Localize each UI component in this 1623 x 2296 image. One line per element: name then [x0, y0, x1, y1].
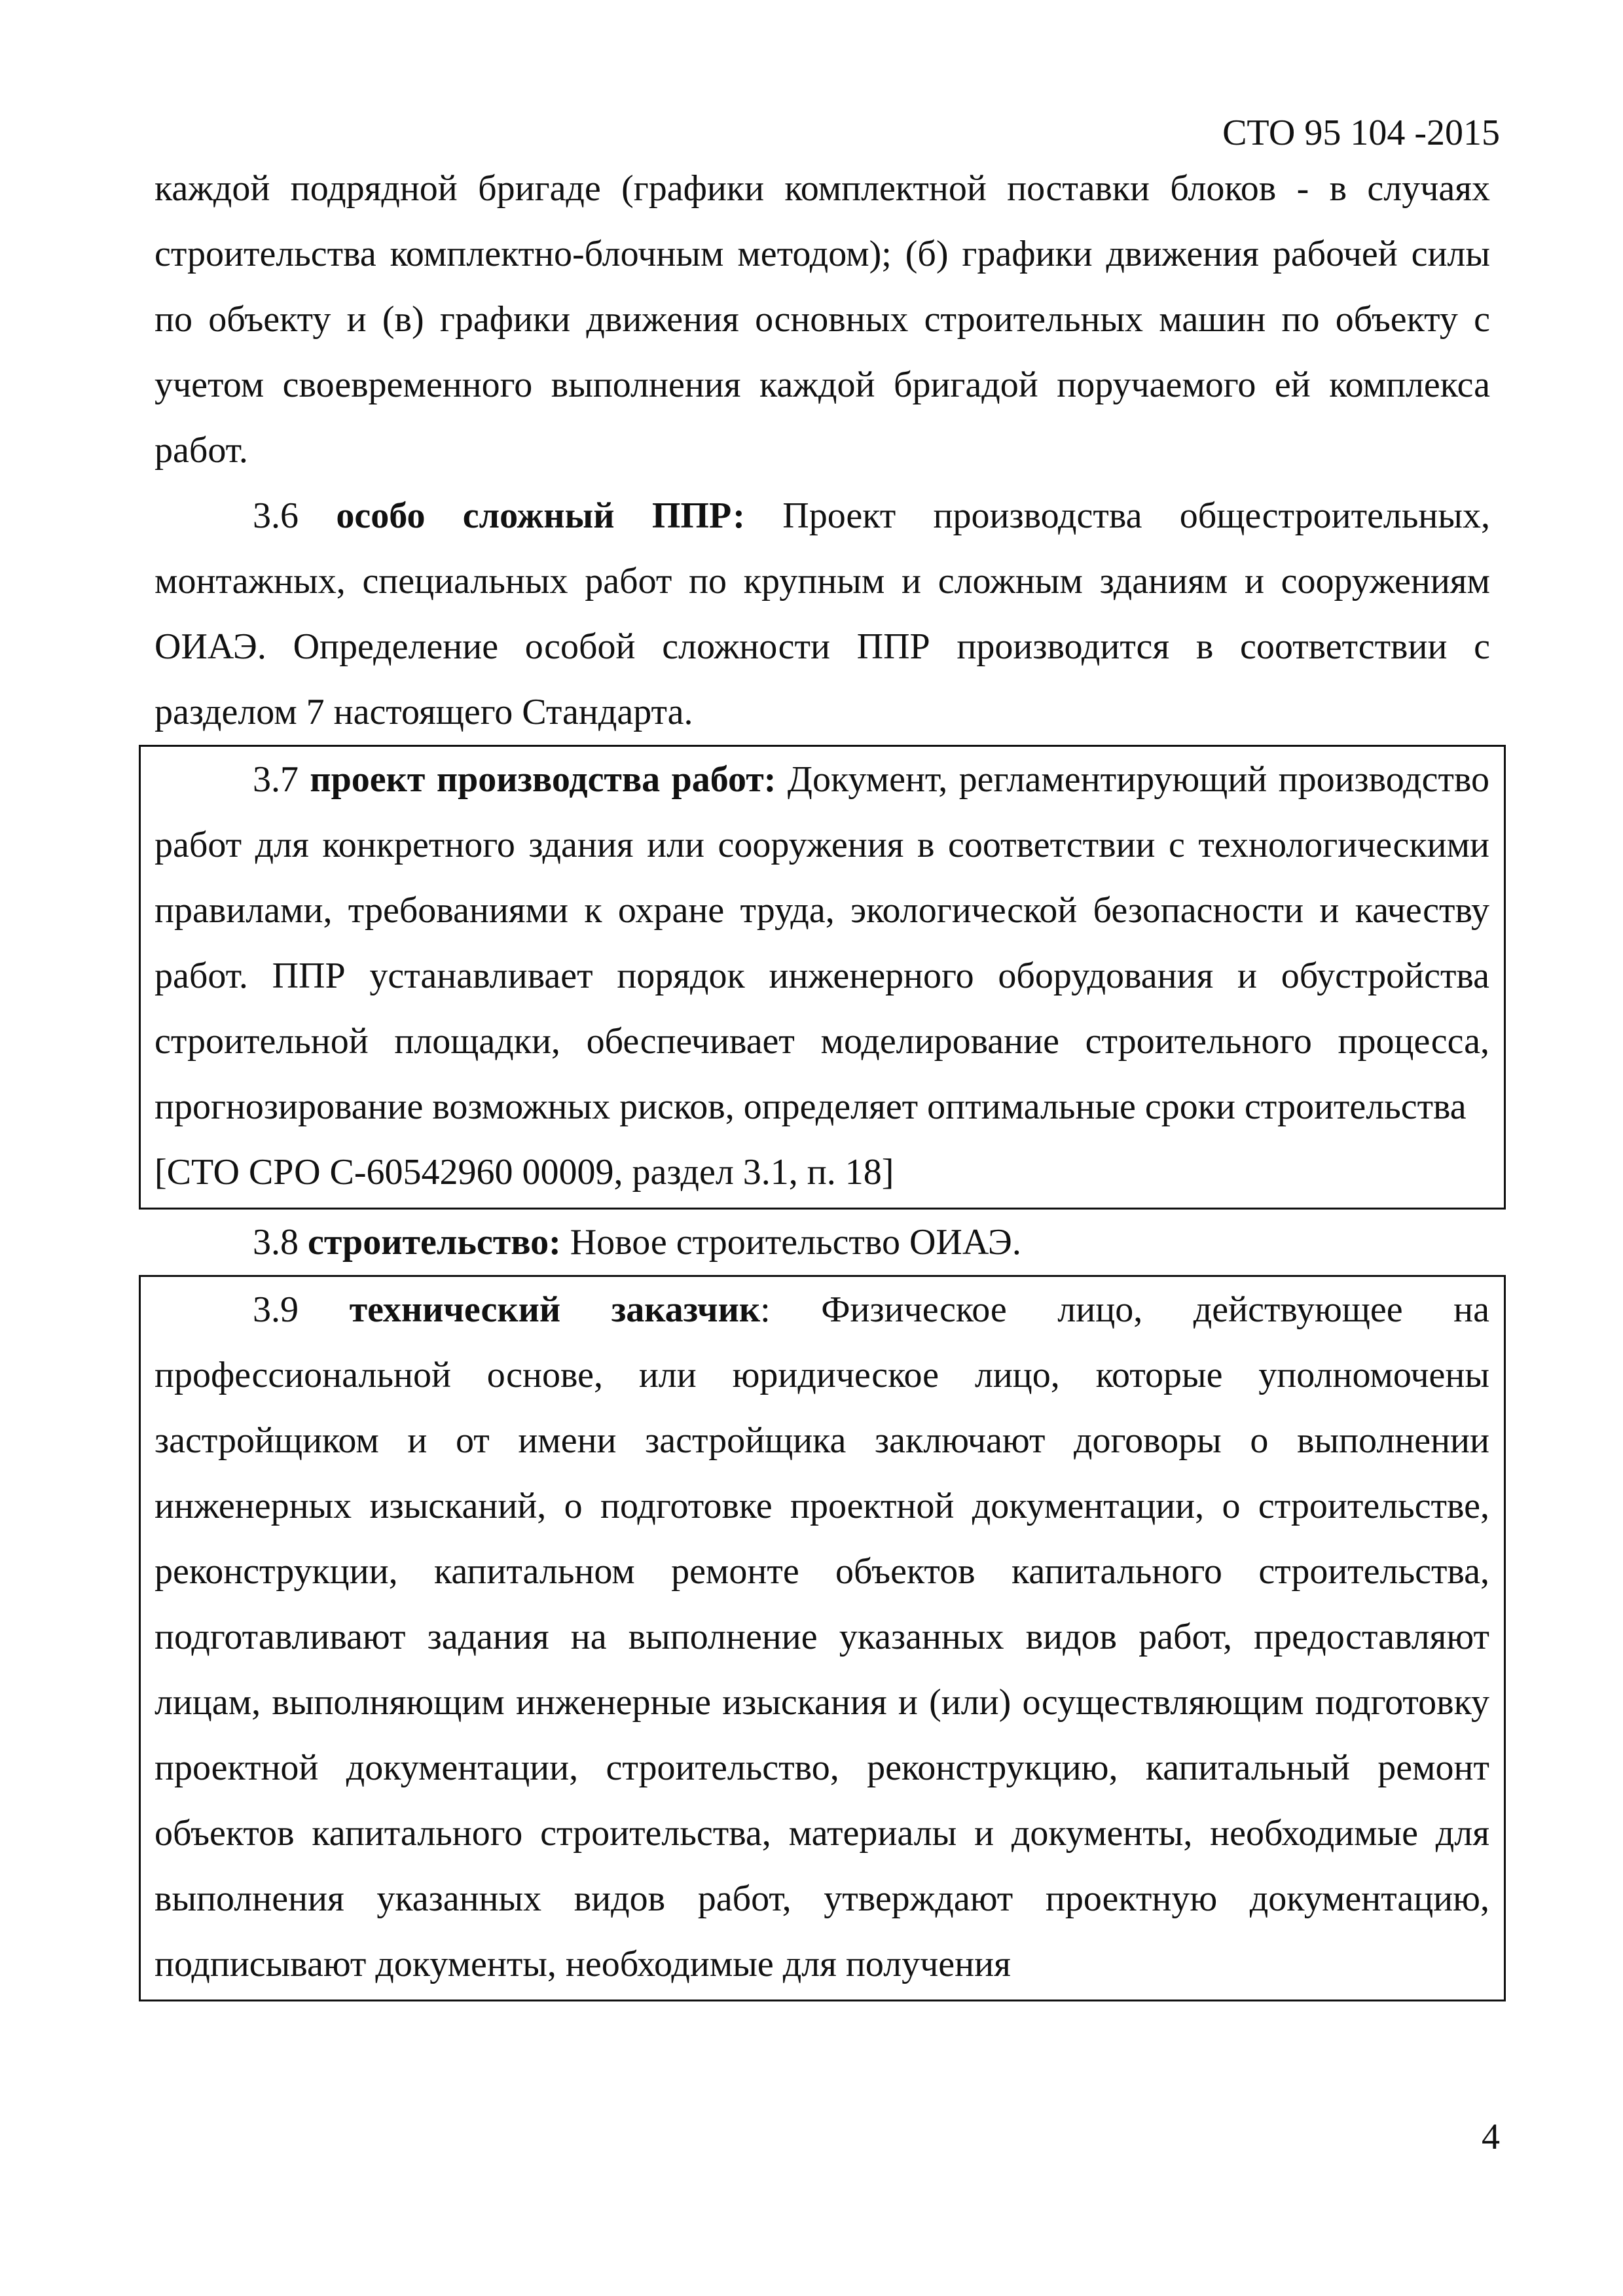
- definition-box-3-9: [139, 1275, 1506, 2001]
- term-heading: проект производства работ:: [310, 759, 776, 800]
- item-number: 3.9: [253, 1289, 299, 1330]
- item-number: 3.6: [253, 495, 299, 536]
- definition-box-3-7: [139, 745, 1506, 1210]
- definition-text: Документ, регламентирующий производство работ для конкретного здания или сооружения в соответствии с технологическими правилами, требованиями к охране труда, экологической безопасности и качеству работ. ППР устанавливает порядок инженерного оборудования и обустройства строительной площадки, обеспечивает моделирование строительного процесса, прогнозирование возможных рисков, определяет оптимальные сроки строительства: [155, 759, 1489, 1127]
- item-number: 3.8: [253, 1222, 299, 1263]
- definition-3-8: [155, 1210, 1490, 1275]
- page-number: 4: [1482, 2117, 1500, 2157]
- continuation-paragraph: каждой подрядной бригаде (графики комплектной поставки блоков - в случаях строительства комплектно-блочным методом); (б) графики движения рабочей силы по объекту и (в) графики движения основных строительных машин по объекту с учетом своевременного выполнения каждой бригадой поручаемого ей комплекса работ.: [155, 168, 1490, 471]
- term-heading: технический заказчик: [349, 1289, 761, 1330]
- definition-3-9: [155, 1277, 1489, 1997]
- term-heading: особо сложный ППР:: [336, 495, 745, 536]
- definition-text: Новое строительство ОИАЭ.: [570, 1222, 1021, 1263]
- term-heading: строительство:: [308, 1222, 561, 1263]
- page-body: [155, 156, 1490, 2001]
- definition-3-7: [155, 747, 1489, 1139]
- definition-text: Проект производства общестроительных, монтажных, специальных работ по крупным и сложным зданиям и сооружениям ОИАЭ. Определение особой сложности ППР производится в соответствии с разделом 7 настоящего Стандарта.: [155, 495, 1491, 732]
- citation: [СТО СРО С-60542960 00009, раздел 3.1, п. 18]: [155, 1152, 894, 1193]
- definition-3-6: [155, 483, 1490, 745]
- document-code: СТО 95 104 -2015: [1222, 113, 1500, 153]
- term-colon: :: [760, 1289, 771, 1330]
- definition-text: Физическое лицо, действующее на профессиональной основе, или юридическое лицо, которые уполномочены застройщиком и от имени застройщика заключают договоры о выполнении инженерных изысканий, о подготовке проектной документации, о строительстве, реконструкции, капитальном ремонте объектов капитального строительства, подготавливают задания на выполнение указанных видов работ, предоставляют лицам, выполняющим инженерные изыскания и (или) осуществляющим подготовку проектной документации, строительство, реконструкцию, капитальный ремонт объектов капитального строительства, материалы и документы, необходимые для выполнения указанных видов работ, утверждают проектную документацию, подписывают документы, необходимые для получения: [155, 1289, 1490, 1984]
- item-number: 3.7: [253, 759, 299, 800]
